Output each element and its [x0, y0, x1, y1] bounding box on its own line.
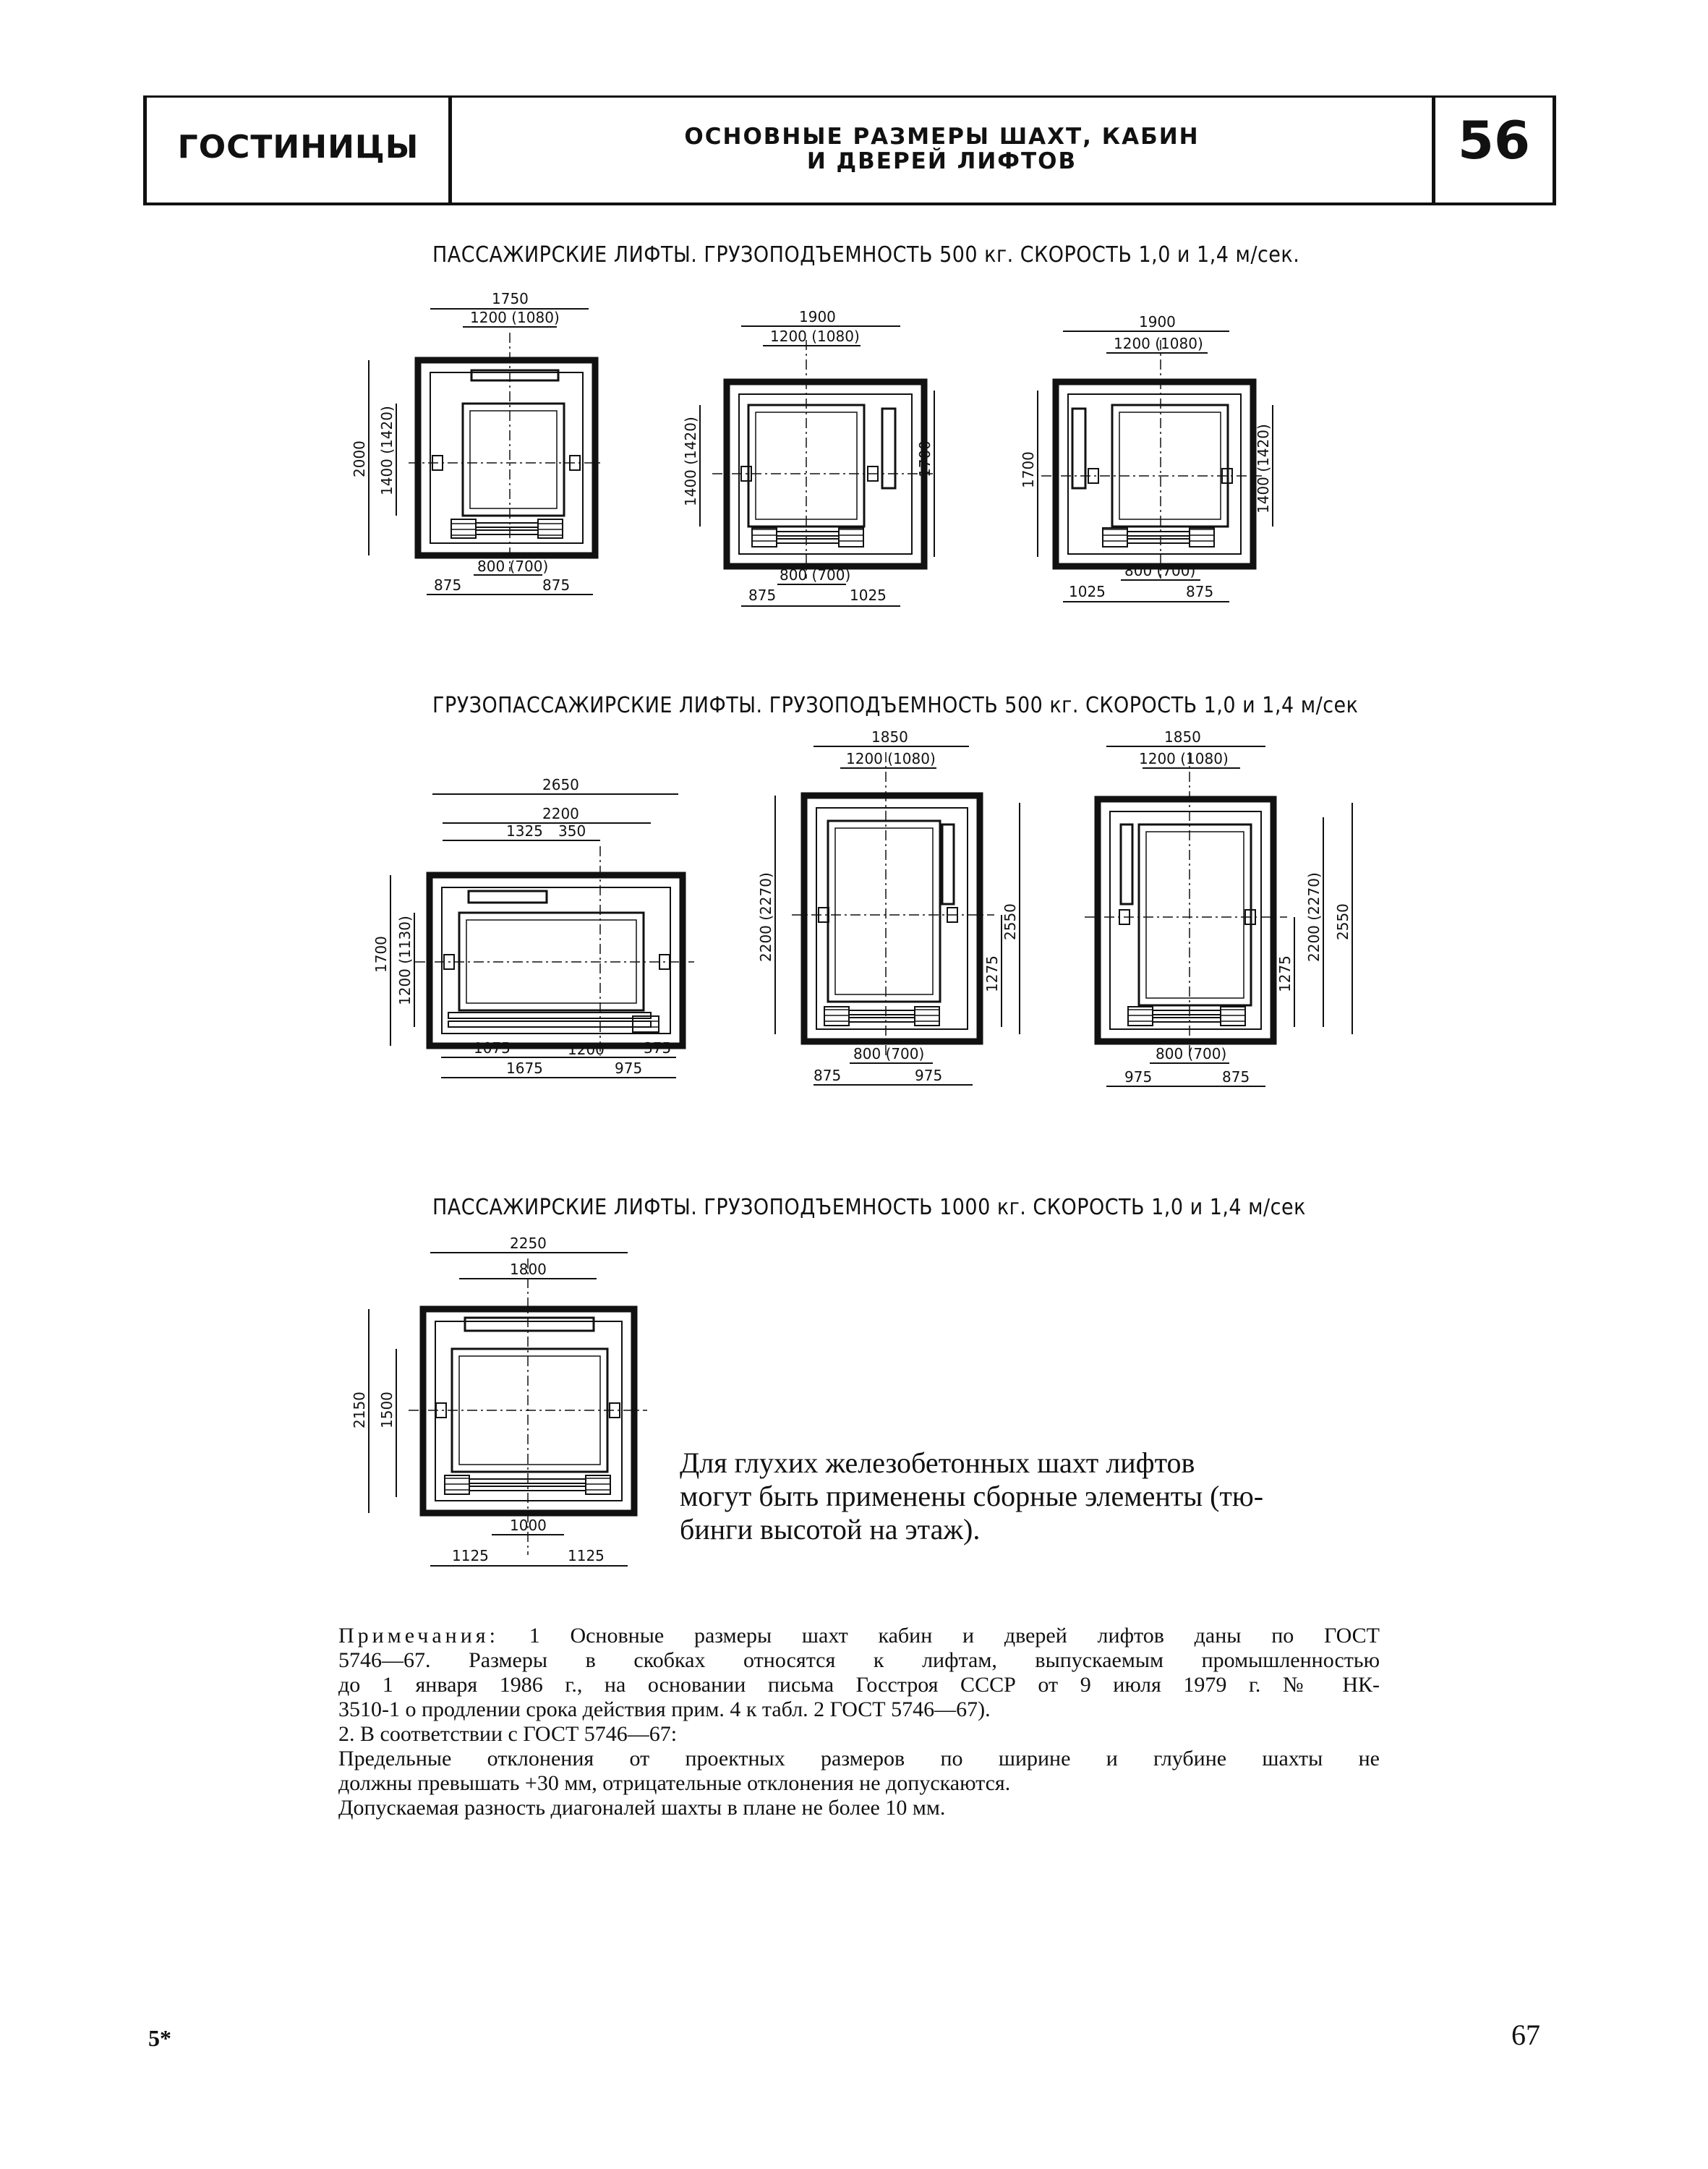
- dim-label: 1675: [506, 1060, 543, 1077]
- dim-label: 975: [615, 1060, 643, 1077]
- dim-label: 875: [814, 1067, 842, 1084]
- dim-label: 2200 (2270): [757, 872, 774, 962]
- dim-label: 350: [558, 822, 586, 840]
- side-note-line: бинги высотой на этаж).: [680, 1513, 981, 1546]
- section-caption-freight-500: ГРУЗОПАССАЖИРСКИЕ ЛИФТЫ. ГРУЗОПОДЪЕМНОСТЬ 500 кг. СКОРОСТЬ 1,0 и 1,4 м/сек: [432, 693, 1359, 718]
- dim-label: 1025: [1069, 583, 1106, 600]
- dim-label: 1500: [378, 1392, 396, 1428]
- notes-line: 5746—67. Размеры в скобках относятся к лифтам, выпускаемым промышленностью: [338, 1648, 1380, 1672]
- plan-freight-500-b: [775, 746, 1020, 1085]
- dim-label: 1900: [799, 308, 836, 325]
- dim-label: 875: [542, 576, 571, 594]
- plan-passenger-500-a: [369, 309, 604, 595]
- dim-label: 1900: [1139, 313, 1176, 331]
- dim-label: 1075: [474, 1039, 511, 1057]
- dim-label: 875: [1186, 583, 1214, 600]
- dim-label: 1700: [916, 440, 934, 477]
- dim-label: 1200 (1080): [470, 309, 560, 326]
- dim-label: 2650: [542, 776, 579, 793]
- dim-label: 1275: [1276, 955, 1294, 992]
- dim-label: 1400 (1420): [1255, 424, 1272, 514]
- page-number: 67: [1511, 2019, 1540, 2051]
- dim-label: 975: [915, 1067, 943, 1084]
- dim-label: 800 (700): [1156, 1045, 1227, 1062]
- notes-line: до 1 января 1986 г., на основании письма Госстроя СССР от 9 июля 1979 г. № НК-: [338, 1673, 1380, 1697]
- dim-label: 2200 (2270): [1305, 872, 1323, 962]
- dim-label: 1200 (1080): [1139, 750, 1229, 767]
- page-mark: 5*: [148, 2025, 171, 2051]
- dim-label: 975: [1124, 1068, 1153, 1086]
- plan-passenger-500-c: [1038, 331, 1273, 602]
- dim-label: 875: [1222, 1068, 1250, 1086]
- dim-label: 1200 (1080): [846, 750, 936, 767]
- notes: [338, 1624, 1380, 1820]
- notes-line: 3510-1 о продлении срока действия прим. 4 к табл. 2 ГОСТ 5746—67).: [338, 1697, 991, 1721]
- side-note-line: Для глухих железобетонных шахт лифтов: [680, 1446, 1195, 1479]
- dim-label: 800 (700): [780, 566, 851, 584]
- dim-label: 1200 (1080): [770, 328, 860, 345]
- notes-line: [338, 1624, 1380, 1648]
- dim-label: 2150: [351, 1392, 368, 1428]
- dim-label: 875: [748, 587, 777, 604]
- dim-label: 2200: [542, 805, 579, 822]
- dim-label: 1200 (1130): [396, 916, 414, 1005]
- side-note: [680, 1446, 1374, 1546]
- dim-label: 1400 (1420): [682, 417, 699, 506]
- dim-label: 1275: [983, 955, 1001, 992]
- dim-label: 2000: [351, 440, 368, 477]
- dim-label: 1750: [492, 290, 529, 307]
- dim-label: 1000: [510, 1517, 547, 1534]
- notes-line: Предельные отклонения от проектных размеров по ширине и глубине шахты не: [338, 1747, 1380, 1770]
- dim-label: 1125: [568, 1547, 605, 1564]
- notes-line: Допускаемая разность диагоналей шахты в плане не более 10 мм.: [338, 1796, 946, 1820]
- dim-label: 800 (700): [477, 558, 549, 575]
- notes-text: 1 Основные размеры шахт кабин и дверей лифтов даны по ГОСТ: [529, 1624, 1380, 1648]
- header-title-line1: ОСНОВНЫЕ РАЗМЕРЫ ШАХТ, КАБИН: [684, 124, 1200, 150]
- section-caption-passenger-1000: ПАССАЖИРСКИЕ ЛИФТЫ. ГРУЗОПОДЪЕМНОСТЬ 1000 кг. СКОРОСТЬ 1,0 и 1,4 м/сек: [432, 1195, 1306, 1220]
- dim-label: 1700: [372, 936, 390, 973]
- dim-label: 375: [644, 1039, 672, 1057]
- dim-label: 1200: [568, 1041, 605, 1058]
- dim-label: 1850: [1164, 728, 1201, 746]
- dim-label: 800 (700): [853, 1045, 925, 1062]
- dim-label: 2250: [510, 1235, 547, 1252]
- header-title-line2: И ДВЕРЕЙ ЛИФТОВ: [806, 148, 1077, 174]
- plan-passenger-1000: [369, 1253, 647, 1566]
- header-section-name: ГОСТИНИЦЫ: [177, 129, 419, 166]
- dim-label: 2550: [1002, 903, 1019, 940]
- dim-label: 1125: [452, 1547, 489, 1564]
- dim-label: 1850: [871, 728, 908, 746]
- dim-label: 2550: [1334, 903, 1352, 940]
- dim-label: 1800: [510, 1261, 547, 1278]
- side-note-line: могут быть применены сборные элементы (тю-: [680, 1480, 1264, 1512]
- dim-label: 1400 (1420): [378, 406, 396, 495]
- notes-line: 2. В соответствии с ГОСТ 5746—67:: [338, 1722, 678, 1746]
- notes-label: Примечания:: [338, 1624, 499, 1648]
- dim-label: 875: [434, 576, 462, 594]
- plan-passenger-500-b: [700, 326, 934, 606]
- dim-label: 800 (700): [1124, 562, 1196, 579]
- section-caption-passenger-500: ПАССАЖИРСКИЕ ЛИФТЫ. ГРУЗОПОДЪЕМНОСТЬ 500 кг. СКОРОСТЬ 1,0 и 1,4 м/сек.: [432, 242, 1300, 268]
- dim-label: 1325: [506, 822, 543, 840]
- dim-label: 1200 (1080): [1114, 335, 1203, 352]
- notes-line: должны превышать +30 мм, отрицательные отклонения не допускаются.: [338, 1771, 1011, 1795]
- dim-label: 1700: [1020, 451, 1037, 488]
- dim-label: 1025: [850, 587, 887, 604]
- sheet-number: 56: [1457, 110, 1531, 171]
